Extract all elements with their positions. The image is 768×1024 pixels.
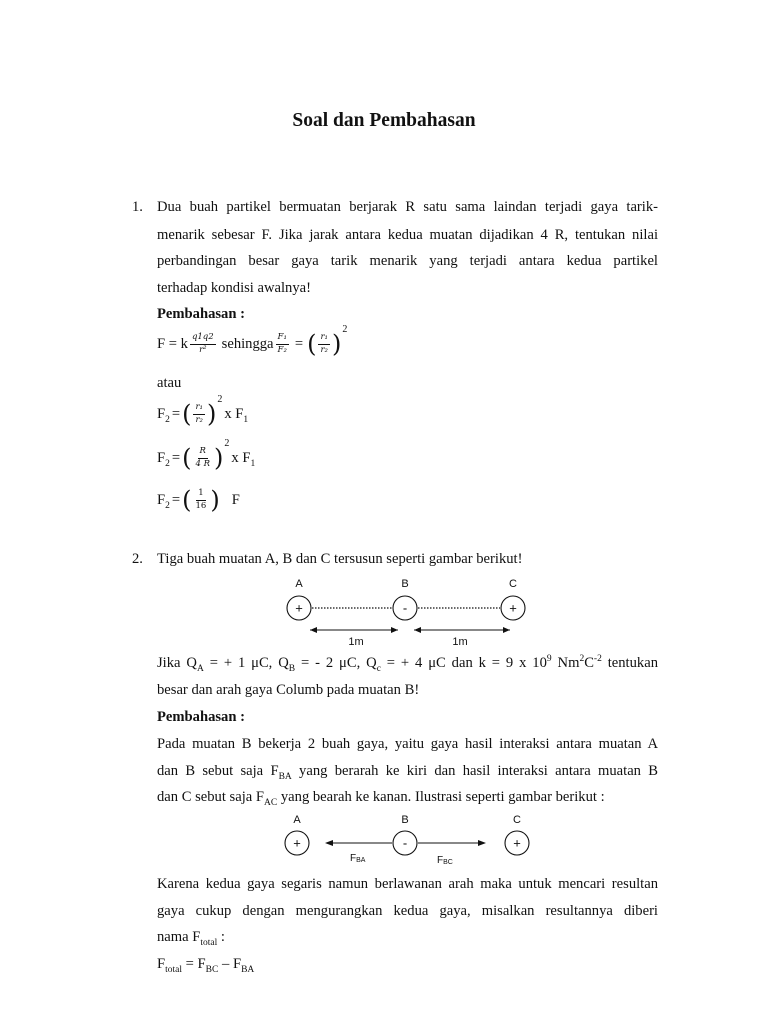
fig1-sign-a: + <box>295 600 303 616</box>
eq1-equals: = <box>294 335 304 352</box>
fig1-sign-c: + <box>509 600 517 616</box>
eq2-equals: = <box>171 405 181 422</box>
eq1-force-ratio <box>276 333 289 356</box>
eq1-radius-ratio <box>318 333 329 356</box>
fig2-force-label-ba: FBA <box>350 853 366 864</box>
question-1-line-2: menarik sebesar F. Jika jarak antara kedua muatan dijadikan 4 R, tentukan nilai <box>157 227 658 243</box>
page-title: Soal dan Pembahasan <box>292 110 476 131</box>
force-direction-figure <box>272 808 542 870</box>
fig2-sign-c: + <box>513 835 521 851</box>
eq2-open-paren: ( <box>182 400 192 428</box>
question-1-number: 1. <box>132 199 143 215</box>
eq1-open-paren: ( <box>307 330 317 358</box>
eq4-equals: = <box>171 491 181 508</box>
question-2-line-2: besar dan arah gaya Columb pada muatan B! <box>157 682 420 698</box>
eq1-radius-num: r₁ <box>318 333 329 345</box>
eq1-lhs: F = k <box>157 335 188 352</box>
fig1-sign-b: - <box>402 600 408 616</box>
question-2-number: 2. <box>132 551 143 567</box>
atau-label: atau <box>157 375 182 391</box>
eq2-close-paren: ) <box>206 400 217 428</box>
equation-coulomb <box>157 324 348 358</box>
eq4-close-paren: ) <box>210 486 220 514</box>
given-values-line: Jika $Q_A$ = + 1 μC, $Q_B$ = - 2 μC, $Q_c$ = + 4 μC dan k = 9 x $10^9$ $Nm^2C^{-2}$ tentukan <box>157 654 658 674</box>
fig2-sign-b: - <box>402 835 408 851</box>
fig2-force-arrow-right <box>418 840 486 846</box>
fig2-force-label-bc: FBC <box>437 855 453 866</box>
fig1-label-c: C <box>509 578 517 590</box>
fig2-sign-a: + <box>293 835 301 851</box>
eq3-equals: = <box>171 449 181 466</box>
eq1-exponent: 2 <box>342 324 348 335</box>
eq4-open-paren: ( <box>182 486 192 514</box>
final-equation: $F_{total} = F_{BC} - F_{BA}$ <box>157 956 255 975</box>
question-2-intro: Tiga buah muatan A, B dan C tersusun seperti gambar berikut! <box>157 551 523 567</box>
equation-f2-ratio <box>157 394 249 428</box>
eq1-numerator: q1q2 <box>190 333 216 345</box>
explanation-line-2: dan B sebut saja $F_{BA}$ yang berarah ke kiri dan hasil interaksi antara muatan B <box>157 763 658 782</box>
eq1-close-paren: ) <box>331 330 342 358</box>
eq4-tail: F <box>231 491 240 508</box>
pembahasan-2-heading: Pembahasan : <box>157 709 245 725</box>
eq1-denominator: r² <box>199 344 207 355</box>
fig2-label-a: A <box>293 814 301 826</box>
explanation-line-3: dan C sebut saja $F_{AC}$ yang bearah ke kanan. Ilustrasi seperti gambar berikut : <box>157 789 605 808</box>
eq1-force-num: F₁ <box>276 333 289 345</box>
eq2-lhs: $F_2$ <box>157 405 170 425</box>
eq2-fraction: $\frac{\text{r₁}}{\text{r₂}}$ <box>195 401 203 425</box>
fig1-distance-arrow-bc <box>414 627 510 633</box>
eq1-fraction <box>190 333 216 356</box>
question-1-line-3: perbandingan besar gaya tarik menarik yang terjadi antara kedua partikel <box>157 253 658 269</box>
eq4-fraction: $\frac{1}{16}$ <box>195 487 207 511</box>
equation-f2-result <box>157 488 240 512</box>
fig1-distance-arrow-ab <box>310 627 398 633</box>
explanation-line-1: Pada muatan B bekerja 2 buah gaya, yaitu gaya hasil interaksi antara muatan A <box>157 736 658 752</box>
eq2-exponent: 2 <box>217 394 223 405</box>
eq3-lhs: $F_2$ <box>157 449 170 469</box>
eq1-force-den: F₂ <box>277 344 287 355</box>
eq4-lhs: $F_2$ <box>157 491 170 511</box>
charge-arrangement-figure <box>270 572 540 650</box>
fig1-label-b: B <box>401 578 409 590</box>
equation-f2-substituted <box>157 438 256 472</box>
eq3-tail: x $F_1$ <box>231 449 256 469</box>
fig1-label-a: A <box>295 578 303 590</box>
question-1-line-4: terhadap kondisi awalnya! <box>157 280 311 296</box>
eq3-close-paren: ) <box>214 444 224 472</box>
fig2-force-arrow-left <box>325 840 392 846</box>
fig1-distance-label-bc: 1m <box>452 636 468 648</box>
resultant-line-2: gaya cukup dengan mengurangkan kedua gaya, misalkan resultannya diberi <box>157 903 658 919</box>
question-1-line-1: Dua buah partikel bermuatan berjarak R satu sama laindan terjadi gaya tarik- <box>157 199 658 215</box>
pembahasan-1-heading: Pembahasan : <box>157 306 245 322</box>
resultant-line-3: nama $F_{total}$ : <box>157 929 225 948</box>
resultant-line-1: Karena kedua gaya segaris namun berlawanan arah maka untuk mencari resultan <box>157 876 658 892</box>
eq3-open-paren: ( <box>182 444 192 472</box>
eq1-radius-den: r₂ <box>320 344 328 355</box>
eq3-exponent: 2 <box>224 438 230 449</box>
fig2-label-b: B <box>401 814 409 826</box>
fig1-distance-label-ab: 1m <box>348 636 364 648</box>
eq2-tail: x $F_1$ <box>224 405 249 425</box>
fig2-label-c: C <box>513 814 521 826</box>
eq1-sehingga: sehingga <box>221 335 274 352</box>
eq3-fraction: $\frac{R}{4 R}$ <box>195 445 210 469</box>
